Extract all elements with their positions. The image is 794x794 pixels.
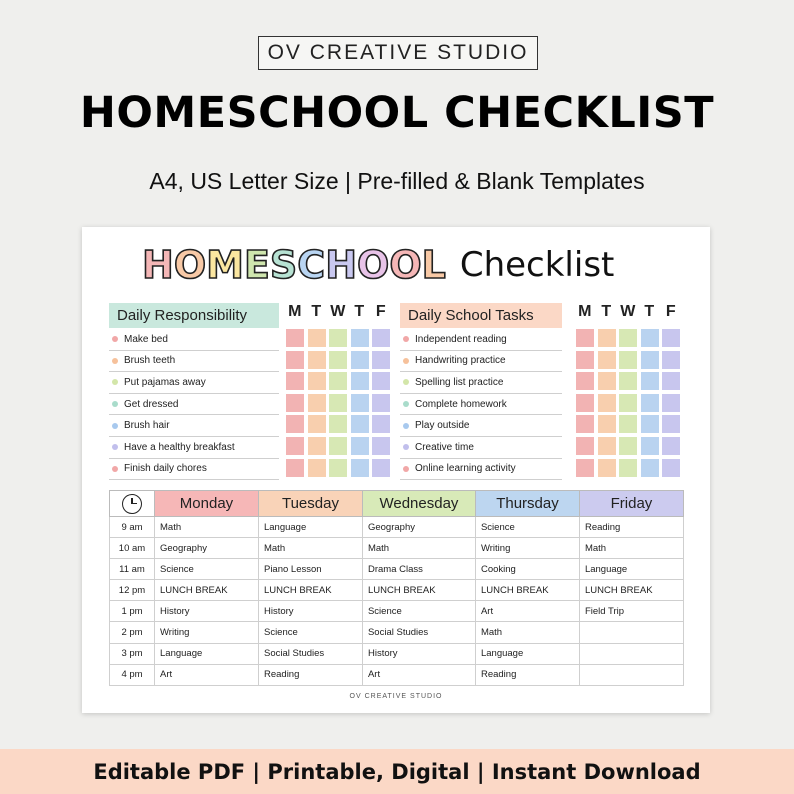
bullet-dot-icon xyxy=(112,379,118,385)
daily-responsibility-heading: Daily Responsibility xyxy=(109,303,279,328)
task-label: Spelling list practice xyxy=(415,376,504,388)
schedule-subject: Science xyxy=(475,517,579,538)
schedule-time: 10 am xyxy=(110,538,155,559)
checkbox-cell xyxy=(598,351,616,369)
task-item xyxy=(400,329,562,351)
schedule-subject: History xyxy=(362,643,475,664)
task-label: Brush teeth xyxy=(124,355,176,367)
schedule-subject: Geography xyxy=(362,517,475,538)
schedule-subject xyxy=(579,622,683,643)
daily-responsibility-list xyxy=(109,329,279,480)
task-item xyxy=(400,415,562,437)
daily-responsibility-checkgrid xyxy=(286,329,390,477)
checkbox-cell xyxy=(329,394,347,412)
schedule-subject: Language xyxy=(475,643,579,664)
checkbox-cell xyxy=(372,351,390,369)
schedule-subject: Reading xyxy=(475,664,579,685)
checkbox-cell xyxy=(641,372,659,390)
checkbox-cell xyxy=(372,459,390,477)
checkbox-cell xyxy=(351,394,369,412)
schedule-row xyxy=(110,601,684,622)
schedule-row xyxy=(110,664,684,685)
title-letter: H xyxy=(142,243,174,287)
checkbox-cell xyxy=(308,372,326,390)
task-item xyxy=(109,394,279,416)
task-label: Independent reading xyxy=(415,333,507,345)
schedule-subject: Social Studies xyxy=(362,622,475,643)
checkbox-cell xyxy=(308,329,326,347)
checkbox-cell xyxy=(598,394,616,412)
checkbox-cell xyxy=(662,394,680,412)
schedule-subject: Science xyxy=(155,559,259,580)
schedule-subject: Cooking xyxy=(475,559,579,580)
task-label: Get dressed xyxy=(124,398,179,410)
schedule-day-header: Thursday xyxy=(475,491,579,517)
schedule-subject: Art xyxy=(362,664,475,685)
task-label: Have a healthy breakfast xyxy=(124,441,235,453)
task-label: Handwriting practice xyxy=(415,355,506,367)
weekday-initial: F xyxy=(375,303,386,320)
bullet-dot-icon xyxy=(403,444,409,450)
schedule-row xyxy=(110,643,684,664)
weekday-initial: M xyxy=(578,303,592,320)
checkbox-cell xyxy=(576,372,594,390)
schedule-day-header: Friday xyxy=(579,491,683,517)
schedule-time: 2 pm xyxy=(110,622,155,643)
schedule-row xyxy=(110,517,684,538)
checkbox-cell xyxy=(372,329,390,347)
schedule-subject: Math xyxy=(155,517,259,538)
checkbox-cell xyxy=(286,329,304,347)
schedule-subject: Geography xyxy=(155,538,259,559)
checkbox-cell xyxy=(329,329,347,347)
checkbox-cell xyxy=(598,329,616,347)
checkbox-cell xyxy=(351,437,369,455)
weekday-initial: T xyxy=(311,303,322,320)
checkbox-cell xyxy=(662,459,680,477)
checkbox-cell xyxy=(308,415,326,433)
daily-school-tasks-list xyxy=(400,329,562,480)
schedule-subject: Writing xyxy=(475,538,579,559)
checkbox-cell xyxy=(329,459,347,477)
checkbox-cell xyxy=(372,372,390,390)
bullet-dot-icon xyxy=(112,401,118,407)
checkbox-cell xyxy=(662,415,680,433)
schedule-subject: LUNCH BREAK xyxy=(475,580,579,601)
title-letter: O xyxy=(173,243,207,287)
checkbox-cell xyxy=(641,437,659,455)
bullet-dot-icon xyxy=(112,336,118,342)
task-item xyxy=(109,372,279,394)
task-label: Play outside xyxy=(415,420,470,432)
schedule-time: 9 am xyxy=(110,517,155,538)
checkbox-cell xyxy=(308,394,326,412)
schedule-subject: Piano Lesson xyxy=(258,559,362,580)
schedule-day-header: Monday xyxy=(155,491,259,517)
checkbox-cell xyxy=(662,437,680,455)
weekday-initial: T xyxy=(644,303,655,320)
task-item xyxy=(400,394,562,416)
checkbox-cell xyxy=(576,351,594,369)
task-label: Online learning activity xyxy=(415,463,516,475)
checkbox-cell xyxy=(351,415,369,433)
schedule-subject: Reading xyxy=(258,664,362,685)
checkbox-cell xyxy=(598,437,616,455)
checkbox-cell xyxy=(641,459,659,477)
task-label: Creative time xyxy=(415,441,474,453)
bullet-dot-icon xyxy=(112,358,118,364)
checkbox-cell xyxy=(641,329,659,347)
checkbox-cell xyxy=(286,415,304,433)
schedule-subject: Drama Class xyxy=(362,559,475,580)
schedule-subject: Language xyxy=(579,559,683,580)
schedule-subject: LUNCH BREAK xyxy=(258,580,362,601)
schedule-subject: Science xyxy=(362,601,475,622)
clock-icon-cell xyxy=(110,491,155,517)
checkbox-cell xyxy=(329,437,347,455)
checkbox-cell xyxy=(662,351,680,369)
schedule-subject: Science xyxy=(258,622,362,643)
schedule-day-header: Wednesday xyxy=(362,491,475,517)
schedule-subject xyxy=(579,664,683,685)
task-label: Finish daily chores xyxy=(124,463,207,475)
title-letter: S xyxy=(269,243,298,287)
checkbox-cell xyxy=(619,459,637,477)
checkbox-cell xyxy=(372,415,390,433)
schedule-time: 1 pm xyxy=(110,601,155,622)
schedule-time: 4 pm xyxy=(110,664,155,685)
title-letter: H xyxy=(325,243,357,287)
schedule-row xyxy=(110,622,684,643)
sheet-title-bubble-word xyxy=(142,243,446,287)
daily-school-tasks-checkgrid xyxy=(576,329,680,477)
checkbox-cell xyxy=(351,351,369,369)
checkbox-cell xyxy=(576,437,594,455)
checkbox-cell xyxy=(598,372,616,390)
bullet-dot-icon xyxy=(403,423,409,429)
task-item xyxy=(400,372,562,394)
sheet-footer-brand: OV CREATIVE STUDIO xyxy=(349,693,443,700)
sheet-title xyxy=(142,241,614,289)
checkbox-cell xyxy=(662,329,680,347)
schedule-subject: Language xyxy=(258,517,362,538)
schedule-subject: Math xyxy=(362,538,475,559)
clock-icon xyxy=(122,494,142,514)
product-subheadline: A4, US Letter Size | Pre-filled & Blank Templates xyxy=(149,168,645,194)
checkbox-cell xyxy=(641,394,659,412)
checklist-sheet-preview xyxy=(82,227,710,713)
checkbox-cell xyxy=(662,372,680,390)
checkbox-cell xyxy=(619,351,637,369)
schedule-subject: History xyxy=(155,601,259,622)
checkbox-cell xyxy=(286,437,304,455)
checkbox-cell xyxy=(641,415,659,433)
schedule-time: 3 pm xyxy=(110,643,155,664)
product-headline: HOMESCHOOL CHECKLIST xyxy=(79,88,715,138)
schedule-time: 12 pm xyxy=(110,580,155,601)
task-item xyxy=(109,329,279,351)
schedule-subject: History xyxy=(258,601,362,622)
bullet-dot-icon xyxy=(112,466,118,472)
bullet-dot-icon xyxy=(403,466,409,472)
checkbox-cell xyxy=(372,437,390,455)
checkbox-cell xyxy=(286,351,304,369)
task-label: Put pajamas away xyxy=(124,376,206,388)
weekly-schedule-table xyxy=(109,490,684,686)
checkbox-cell xyxy=(619,372,637,390)
title-letter: O xyxy=(357,243,390,287)
schedule-day-header: Tuesday xyxy=(258,491,362,517)
checkbox-cell xyxy=(641,351,659,369)
checkbox-cell xyxy=(576,415,594,433)
schedule-subject: Writing xyxy=(155,622,259,643)
brand-name-box xyxy=(258,36,538,70)
schedule-row xyxy=(110,559,684,580)
weekday-initial: M xyxy=(288,303,302,320)
checkbox-cell xyxy=(351,329,369,347)
checkbox-cell xyxy=(576,459,594,477)
title-letter: C xyxy=(297,243,326,287)
task-item xyxy=(109,459,279,481)
schedule-subject: LUNCH BREAK xyxy=(155,580,259,601)
schedule-row xyxy=(110,580,684,601)
title-letter: E xyxy=(243,243,270,287)
title-letter: M xyxy=(206,243,244,287)
schedule-subject: Reading xyxy=(579,517,683,538)
weekday-header-right xyxy=(574,303,682,321)
checkbox-cell xyxy=(598,459,616,477)
weekday-header-left xyxy=(284,303,392,321)
schedule-subject xyxy=(579,643,683,664)
checkbox-cell xyxy=(576,329,594,347)
checkbox-cell xyxy=(619,329,637,347)
checkbox-cell xyxy=(351,372,369,390)
weekday-initial: W xyxy=(330,303,346,320)
checkbox-cell xyxy=(372,394,390,412)
checkbox-cell xyxy=(286,372,304,390)
schedule-subject: LUNCH BREAK xyxy=(579,580,683,601)
task-label: Make bed xyxy=(124,333,168,345)
checkbox-cell xyxy=(598,415,616,433)
feature-banner: Editable PDF | Printable, Digital | Instant Download xyxy=(0,749,794,794)
checkbox-cell xyxy=(329,351,347,369)
schedule-row xyxy=(110,538,684,559)
bullet-dot-icon xyxy=(403,401,409,407)
schedule-subject: Math xyxy=(258,538,362,559)
sheet-title-script-word: Checklist xyxy=(459,245,615,285)
checkbox-cell xyxy=(619,394,637,412)
brand-name: OV CREATIVE STUDIO xyxy=(267,41,529,64)
task-label: Brush hair xyxy=(124,420,170,432)
checkbox-cell xyxy=(308,459,326,477)
checkbox-cell xyxy=(619,437,637,455)
task-item xyxy=(400,351,562,373)
task-item xyxy=(400,459,562,481)
task-item xyxy=(109,351,279,373)
bullet-dot-icon xyxy=(112,444,118,450)
title-letter: O xyxy=(389,243,422,287)
task-item xyxy=(400,437,562,459)
daily-school-tasks-heading: Daily School Tasks xyxy=(400,303,562,328)
bullet-dot-icon xyxy=(403,358,409,364)
schedule-subject: Field Trip xyxy=(579,601,683,622)
bullet-dot-icon xyxy=(403,336,409,342)
schedule-subject: Art xyxy=(475,601,579,622)
checkbox-cell xyxy=(576,394,594,412)
schedule-subject: Math xyxy=(475,622,579,643)
schedule-subject: LUNCH BREAK xyxy=(362,580,475,601)
checkbox-cell xyxy=(351,459,369,477)
task-item xyxy=(109,415,279,437)
title-letter: L xyxy=(421,243,446,287)
weekday-initial: T xyxy=(601,303,612,320)
schedule-subject: Math xyxy=(579,538,683,559)
checkbox-cell xyxy=(286,459,304,477)
bullet-dot-icon xyxy=(403,379,409,385)
schedule-subject: Art xyxy=(155,664,259,685)
checkbox-cell xyxy=(308,351,326,369)
bullet-dot-icon xyxy=(112,423,118,429)
checkbox-cell xyxy=(308,437,326,455)
checkbox-cell xyxy=(329,372,347,390)
checkbox-cell xyxy=(619,415,637,433)
checkbox-cell xyxy=(329,415,347,433)
task-item xyxy=(109,437,279,459)
task-label: Complete homework xyxy=(415,398,507,410)
checkbox-cell xyxy=(286,394,304,412)
schedule-time: 11 am xyxy=(110,559,155,580)
schedule-subject: Language xyxy=(155,643,259,664)
weekday-initial: T xyxy=(354,303,365,320)
weekday-initial: W xyxy=(620,303,636,320)
weekday-initial: F xyxy=(665,303,676,320)
schedule-subject: Social Studies xyxy=(258,643,362,664)
